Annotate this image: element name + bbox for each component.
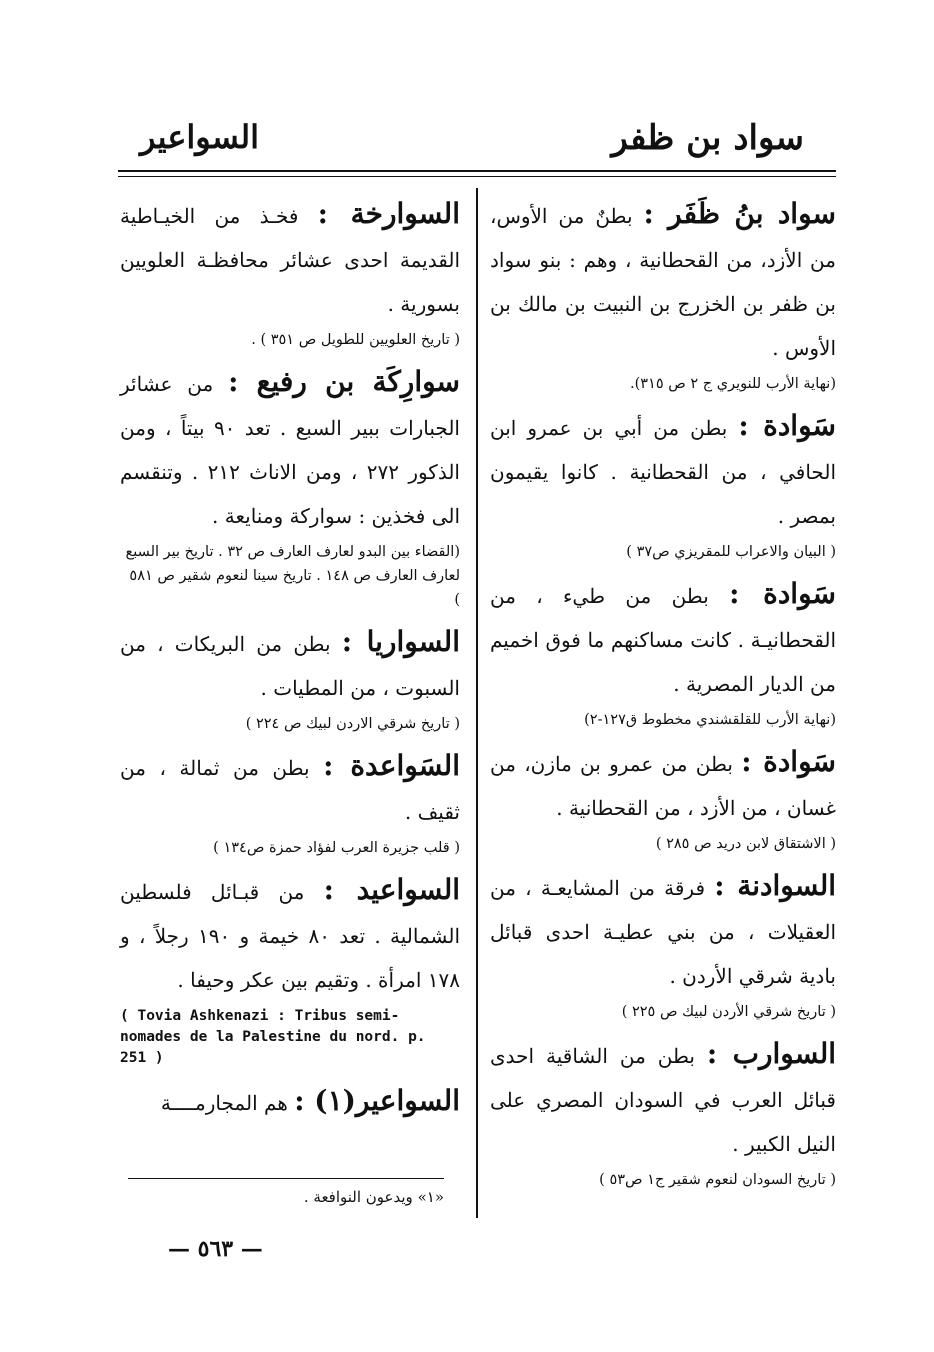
entry-source: ( البيان والاعراب للمقريزي ص٣٧ ) (626, 544, 836, 560)
entry-text: فرقة من المشايعـة ، من العقيلات ، من بني عطيـة احدى قبائل بادية شرقي الأردن . (490, 876, 836, 988)
page-number: — ٥٦٣ — (168, 1236, 263, 1262)
footnote: «١» ويدعون النوافعة . (303, 1188, 444, 1206)
entry-source: ( قلب جزيرة العرب لفؤاد حمزة ص١٣٤ ) (213, 840, 460, 856)
entry-source: ( تاريخ شرقي الاردن لبيك ص ٢٢٤ ) (245, 716, 460, 732)
entry-source: ( تاريخ السودان لنعوم شقير ج١ ص٥٣ ) (599, 1172, 836, 1188)
entry-source: ( الاشتقاق لابن دريد ص ٢٨٥ ) (655, 836, 836, 852)
entry-head: السوارخة : (317, 197, 460, 230)
entry-source: (نهاية الأرب للقلقشندي مخطوط ق١٢٧-٢) (584, 712, 836, 728)
entry-text: بطنٌ من الأوس، من الأزد، من القحطانية ، وهم : بنو سواد بن ظفر بن الخزرج بن النبيت بن مالك بن الأوس . (490, 204, 836, 360)
entry-text: فخـذ من الخيـاطية القديمة احدى عشائر محافظـة العلويين بسورية . (120, 204, 460, 316)
right-column (490, 192, 836, 1200)
entry-source: (نهاية الأرب للنويري ج ٢ ص ٣١٥). (629, 376, 836, 392)
entry-head: سَوادة : (738, 409, 836, 442)
page-header-left: السواعير (140, 118, 260, 156)
entry-text: من قبـائل فلسطين الشمالية . تعد ٨٠ خيمة و ١٩٠ رجلاً ، و ١٧٨ امرأة . وتقيم بين عكر وحيفا . (120, 880, 460, 992)
header-rule-thin (118, 176, 836, 177)
entry-text: بطن من ثمالة ، من ثقيف . (120, 756, 460, 824)
entry-source: ( تاريخ شرقي الأردن لبيك ص ٢٢٥ ) (621, 1004, 836, 1020)
entry (120, 360, 460, 538)
entry-head: السوادنة : (714, 869, 836, 902)
entry (490, 192, 836, 370)
entry-text: من عشائر الجبارات ببير السبع . تعد ٩٠ بيتاً ، ومن الذكور ٢٧٢ ، ومن الاناث ٢١٢ . وتنقسم الى فخذين : سواركة ومنايعة . (120, 372, 460, 528)
entry-head: سَوادة : (741, 745, 837, 778)
entry (120, 192, 460, 326)
entry-source-latin: ( Tovia Ashkenazi : Tribus semi-nomades de la Palestine du nord. p. 251 ) (120, 1008, 426, 1066)
entry-head: سَوادة : (729, 577, 837, 610)
entry (490, 404, 836, 538)
entry-text: بطن من أبي بن عمرو ابن الحافي ، من القحطانية . كانوا يقيمون بمصر . (490, 416, 836, 528)
entry (120, 620, 460, 710)
entry-text: بطن من البريكات ، من السبوت ، من المطيات . (120, 632, 460, 700)
entry-text: بطن من طيء ، من القحطانيـة . كانت مساكنهم ما فوق اخميم من الديار المصرية . (490, 584, 836, 696)
entry-text: هم المجارمــــة (160, 1091, 288, 1115)
entry-head: السواريا : (341, 625, 460, 658)
entry-source: (القضاء بين البدو لعارف العارف ص ٣٢ . تاريخ بير السبع لعارف العارف ص ١٤٨ . تاريخ سينا لنعوم شقير ص ٥٨١ ) (125, 544, 460, 608)
entry-head: السواعير(١) : (294, 1084, 460, 1117)
header-rule (118, 170, 836, 172)
entry (120, 1079, 460, 1125)
entry-text: بطن من عمرو بن مازن، من غسان ، من الأزد ، من القحطانية . (490, 752, 836, 820)
entry (120, 868, 460, 1002)
entry (490, 1032, 836, 1166)
column-divider (476, 188, 478, 1218)
entry-text: بطن من الشاقية احدى قبائل العرب في السودان المصري على النيل الكبير . (490, 1044, 836, 1156)
left-column (120, 192, 460, 1125)
entry (490, 740, 836, 830)
entry-head: سوارِكَة بن رفيع : (228, 365, 461, 398)
footnote-rule (128, 1178, 444, 1179)
entry-head: السواعيد : (323, 873, 460, 906)
entry-head: سواد بنُ ظَفَر : (643, 197, 837, 230)
entry-head: السوارب : (706, 1037, 837, 1070)
entry (120, 744, 460, 834)
entry (490, 864, 836, 998)
page-header-right: سواد بن ظفر (611, 118, 804, 158)
entry-head: السَواعدة : (323, 749, 460, 782)
entry-source: ( تاريخ العلويين للطويل ص ٣٥١ ) . (251, 332, 460, 348)
entry (490, 572, 836, 706)
